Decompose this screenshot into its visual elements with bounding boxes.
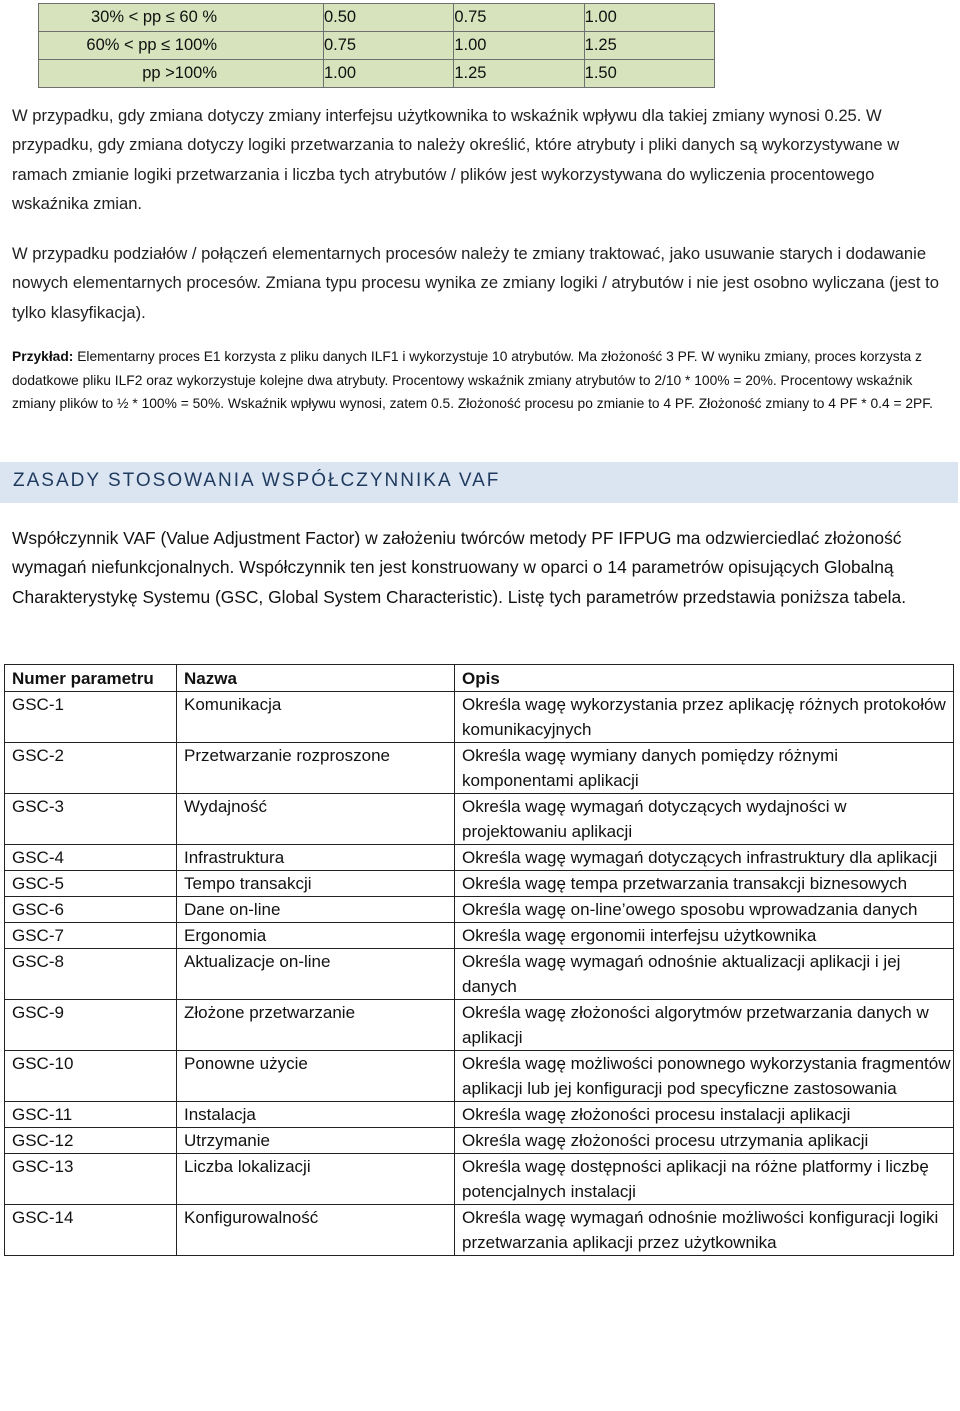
table-cell: 0.75: [324, 32, 454, 60]
table-header-row: [5, 665, 954, 692]
table-row: [5, 1128, 954, 1154]
gsc-name-cell: Złożone przetwarzanie: [177, 1000, 455, 1051]
gsc-number-cell: GSC-7: [5, 923, 177, 949]
gsc-description-cell: Określa wagę wymagań dotyczących wydajności w projektowaniu aplikacji: [455, 794, 954, 845]
table-cell: 1.25: [584, 32, 714, 60]
table-row: [5, 949, 954, 1000]
paragraph-process-split: W przypadku podziałów / połączeń elementarnych procesów należy te zmiany traktować, jako usuwanie starych i dodawanie nowych elementarnych procesów. Zmiana typu procesu wynika ze zmiany logiki / atrybutów i nie jest osobno wyliczana (jest to tylko klasyfikacja).: [12, 244, 939, 322]
section-heading-banner: [0, 462, 958, 503]
gsc-number-cell: GSC-2: [5, 743, 177, 794]
gsc-description-cell: Określa wagę wymagań dotyczących infrastruktury dla aplikacji: [455, 845, 954, 871]
gsc-name-cell: Ponowne użycie: [177, 1051, 455, 1102]
example-text: Elementarny proces E1 korzysta z pliku danych ILF1 i wykorzystuje 10 atrybutów. Ma złożoność 3 PF. W wyniku zmiany, proces korzysta z dodatkowe pliku ILF2 oraz wykorzystuje kolejne dwa atrybuty. Procentowy wskaźnik zmiany atrybutów to 2/10 * 100% = 20%. Procentowy wskaźnik zmiany plików to ½ * 100% = 50%. Wskaźnik wpływu wynosi, zatem 0.5. Złożoność procesu po zmianie to 4 PF. Złożoność zmiany to 4 PF * 0.4 = 2PF.: [12, 349, 933, 412]
gsc-name-cell: Liczba lokalizacji: [177, 1154, 455, 1205]
gsc-description-cell: Określa wagę wymagań odnośnie aktualizacji aplikacji i jej danych: [455, 949, 954, 1000]
example-label: Przykład:: [12, 349, 74, 364]
gsc-number-cell: GSC-9: [5, 1000, 177, 1051]
weight-table: [38, 3, 715, 88]
gsc-table: [4, 664, 954, 1256]
gsc-description-cell: Określa wagę złożoności procesu instalacji aplikacji: [455, 1102, 954, 1128]
gsc-name-cell: Utrzymanie: [177, 1128, 455, 1154]
column-header-number: Numer parametru: [5, 665, 177, 692]
gsc-description-cell: Określa wagę tempa przetwarzania transakcji biznesowych: [455, 871, 954, 897]
table-cell: 1.00: [454, 32, 584, 60]
gsc-number-cell: GSC-10: [5, 1051, 177, 1102]
table-row: [39, 4, 715, 32]
gsc-description-cell: Określa wagę ergonomii interfejsu użytkownika: [455, 923, 954, 949]
table-row: [5, 1051, 954, 1102]
table-cell: 1.00: [584, 4, 714, 32]
table-row: [5, 794, 954, 845]
gsc-number-cell: GSC-13: [5, 1154, 177, 1205]
gsc-number-cell: GSC-4: [5, 845, 177, 871]
gsc-number-cell: GSC-12: [5, 1128, 177, 1154]
table-row: [5, 1000, 954, 1051]
gsc-description-cell: Określa wagę wymagań odnośnie możliwości konfiguracji logiki przetwarzania aplikacji przez użytkownika: [455, 1205, 954, 1256]
section-heading: ZASADY STOSOWANIA WSPÓŁCZYNNIKA VAF: [13, 470, 501, 491]
table-row: [5, 897, 954, 923]
table-cell: 60% < pp ≤ 100%: [39, 32, 324, 60]
column-header-description: Opis: [455, 665, 954, 692]
column-header-name: Nazwa: [177, 665, 455, 692]
gsc-name-cell: Instalacja: [177, 1102, 455, 1128]
gsc-number-cell: GSC-14: [5, 1205, 177, 1256]
gsc-description-cell: Określa wagę dostępności aplikacji na różne platformy i liczbę potencjalnych instalacji: [455, 1154, 954, 1205]
paragraph-vaf-intro: Współczynnik VAF (Value Adjustment Factor) w założeniu twórców metody PF IFPUG ma odzwierciedlać złożoność wymagań niefunkcjonalnych. Współczynnik ten jest konstruowany w oparci o 14 parametrów opisujących Globalną Charakterystykę Systemu (GSC, Global System Characteristic). Listę tych parametrów przedstawia poniższa tabela.: [12, 528, 907, 607]
gsc-name-cell: Tempo transakcji: [177, 871, 455, 897]
gsc-name-cell: Dane on-line: [177, 897, 455, 923]
gsc-name-cell: Ergonomia: [177, 923, 455, 949]
gsc-number-cell: GSC-11: [5, 1102, 177, 1128]
gsc-description-cell: Określa wagę złożoności algorytmów przetwarzania danych w aplikacji: [455, 1000, 954, 1051]
table-cell: 1.50: [584, 60, 714, 88]
gsc-description-cell: Określa wagę możliwości ponownego wykorzystania fragmentów aplikacji lub jej konfiguracji pod specyficzne zastosowania: [455, 1051, 954, 1102]
gsc-name-cell: Komunikacja: [177, 692, 455, 743]
gsc-number-cell: GSC-3: [5, 794, 177, 845]
gsc-number-cell: GSC-1: [5, 692, 177, 743]
gsc-description-cell: Określa wagę złożoności procesu utrzymania aplikacji: [455, 1128, 954, 1154]
gsc-name-cell: Infrastruktura: [177, 845, 455, 871]
gsc-number-cell: GSC-8: [5, 949, 177, 1000]
gsc-name-cell: Przetwarzanie rozproszone: [177, 743, 455, 794]
example-paragraph: [12, 345, 952, 416]
table-cell: 1.25: [454, 60, 584, 88]
table-row: [5, 1205, 954, 1256]
gsc-number-cell: GSC-5: [5, 871, 177, 897]
table-row: [5, 743, 954, 794]
table-cell: 0.75: [454, 4, 584, 32]
table-row: [5, 923, 954, 949]
gsc-name-cell: Aktualizacje on-line: [177, 949, 455, 1000]
gsc-name-cell: Konfigurowalność: [177, 1205, 455, 1256]
table-row: [39, 60, 715, 88]
gsc-number-cell: GSC-6: [5, 897, 177, 923]
table-cell: 0.50: [324, 4, 454, 32]
table-row: [5, 1154, 954, 1205]
table-row: [39, 32, 715, 60]
gsc-description-cell: Określa wagę wymiany danych pomiędzy różnymi komponentami aplikacji: [455, 743, 954, 794]
table-row: [5, 845, 954, 871]
gsc-description-cell: Określa wagę wykorzystania przez aplikację różnych protokołów komunikacyjnych: [455, 692, 954, 743]
table-cell: 30% < pp ≤ 60 %: [39, 4, 324, 32]
gsc-table-body: [5, 692, 954, 1256]
table-row: [5, 871, 954, 897]
table-cell: 1.00: [324, 60, 454, 88]
table-row: [5, 1102, 954, 1128]
gsc-description-cell: Określa wagę on-line’owego sposobu wprowadzania danych: [455, 897, 954, 923]
table-row: [5, 692, 954, 743]
paragraph-interface-change: W przypadku, gdy zmiana dotyczy zmiany interfejsu użytkownika to wskaźnik wpływu dla takiej zmiany wynosi 0.25. W przypadku, gdy zmiana dotyczy logiki przetwarzania to należy określić, które atrybuty i pliki danych są wykorzystywane w ramach zmianie logiki przetwarzania i liczba tych atrybutów / plików jest wykorzystywana do wyliczenia procentowego wskaźnika zmian.: [12, 106, 900, 213]
gsc-name-cell: Wydajność: [177, 794, 455, 845]
table-cell: pp >100%: [39, 60, 324, 88]
